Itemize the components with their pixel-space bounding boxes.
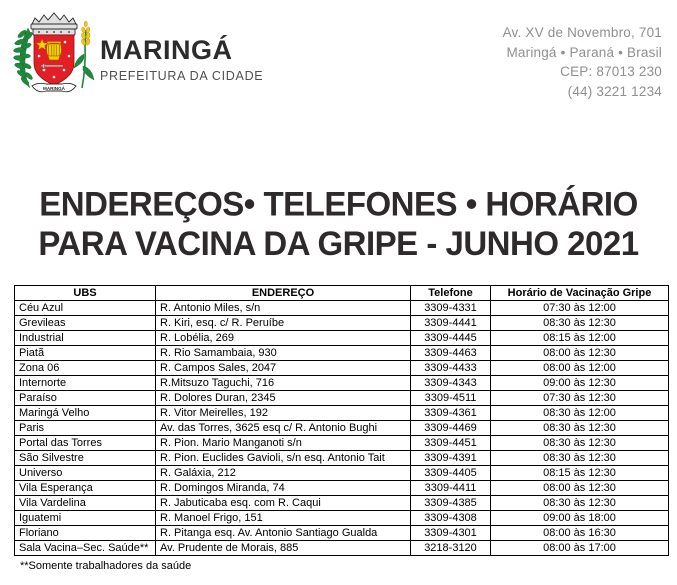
table-cell: 3309-4511 <box>411 391 491 406</box>
table-cell: 3309-4411 <box>411 481 491 496</box>
table-cell: R. Lobélia, 269 <box>156 331 411 346</box>
table-row <box>15 481 669 496</box>
table-cell: 3309-4301 <box>411 526 491 541</box>
page-title-line-2: PARA VACINA DA GRIPE - JUNHO 2021 <box>38 224 639 263</box>
table-cell: 3309-4441 <box>411 316 491 331</box>
table-header-row <box>15 286 669 301</box>
table-row <box>15 511 669 526</box>
city-subtitle: PREFEITURA DA CIDADE <box>100 69 264 83</box>
table-row <box>15 316 669 331</box>
table-cell: 08:00 às 12:30 <box>491 346 669 361</box>
table-cell: 3309-4391 <box>411 451 491 466</box>
table-cell: Portal das Torres <box>15 436 156 451</box>
table-row <box>15 451 669 466</box>
table-cell: Piatã <box>15 346 156 361</box>
table-cell: Sala Vacina–Sec. Saúde** <box>15 541 156 556</box>
table-cell: 08:30 às 12:30 <box>491 451 669 466</box>
table-row <box>15 391 669 406</box>
table-cell: Vila Esperança <box>15 481 156 496</box>
ubs-table-body <box>15 301 669 556</box>
table-cell: 08:15 às 12:00 <box>491 331 669 346</box>
table-cell: R. Antonio Miles, s/n <box>156 301 411 316</box>
column-header-horario: Horário de Vacinação Gripe <box>491 286 669 301</box>
table-cell: Av. Prudente de Morais, 885 <box>156 541 411 556</box>
table-cell: 3309-4451 <box>411 436 491 451</box>
table-cell: Paraíso <box>15 391 156 406</box>
table-row <box>15 301 669 316</box>
table-cell: R. Pitanga esq. Av. Antonio Santiago Gualda <box>156 526 411 541</box>
table-cell: R.Mitsuzo Taguchi, 716 <box>156 376 411 391</box>
table-cell: Grevileas <box>15 316 156 331</box>
table-row <box>15 526 669 541</box>
table-cell: Paris <box>15 421 156 436</box>
table-cell: 08:00 às 12:00 <box>491 361 669 376</box>
table-cell: 3309-4385 <box>411 496 491 511</box>
table-cell: 3309-4463 <box>411 346 491 361</box>
table-cell: R. Jabuticaba esq. com R. Caqui <box>156 496 411 511</box>
footnote: **Somente trabalhadores da saúde <box>20 560 192 572</box>
table-cell: São Silvestre <box>15 451 156 466</box>
table-cell: R. Dolores Duran, 2345 <box>156 391 411 406</box>
table-cell: 3309-4331 <box>411 301 491 316</box>
table-cell: Céu Azul <box>15 301 156 316</box>
column-header-telefone: Telefone <box>411 286 491 301</box>
address-line-1: Av. XV de Novembro, 701 <box>502 25 662 40</box>
table-cell: Industrial <box>15 331 156 346</box>
table-row <box>15 541 669 556</box>
table-cell: Internorte <box>15 376 156 391</box>
table-cell: Zona 06 <box>15 361 156 376</box>
page-title-line-1: ENDEREÇOS• TELEFONES • HORÁRIO <box>39 184 638 223</box>
table-cell: R. Campos Sales, 2047 <box>156 361 411 376</box>
ubs-table-container <box>14 285 669 556</box>
table-cell: R. Vitor Meirelles, 192 <box>156 406 411 421</box>
table-cell: 3309-4445 <box>411 331 491 346</box>
table-cell: 09:00 às 18:00 <box>491 511 669 526</box>
table-cell: R. Manoel Frigo, 151 <box>156 511 411 526</box>
table-row <box>15 436 669 451</box>
column-header-ubs: UBS <box>15 286 156 301</box>
table-cell: 3218-3120 <box>411 541 491 556</box>
table-cell: 09:00 às 12:30 <box>491 376 669 391</box>
table-cell: 3309-4433 <box>411 361 491 376</box>
maringa-coat-of-arms-icon <box>12 6 96 108</box>
table-row <box>15 466 669 481</box>
crest-ribbon-text: MARINGÁ <box>43 86 65 91</box>
ubs-table <box>14 285 669 556</box>
address-line-4: (44) 3221 1234 <box>567 83 662 99</box>
table-cell: 07:30 às 12:30 <box>491 391 669 406</box>
table-cell: R. Domingos Miranda, 74 <box>156 481 411 496</box>
column-header-endereco: ENDEREÇO <box>156 286 411 301</box>
table-cell: 08:00 às 16:30 <box>491 526 669 541</box>
table-cell: Iguatemi <box>15 511 156 526</box>
table-cell: R. Pion. Euclides Gavioli, s/n esq. Antonio Tait <box>156 451 411 466</box>
table-cell: 08:30 às 12:30 <box>491 316 669 331</box>
table-cell: 3309-4405 <box>411 466 491 481</box>
table-cell: 3309-4343 <box>411 376 491 391</box>
table-row <box>15 361 669 376</box>
table-cell: 08:30 às 12:30 <box>491 436 669 451</box>
table-cell: 08:00 às 17:00 <box>491 541 669 556</box>
table-cell: Maringá Velho <box>15 406 156 421</box>
table-cell: R. Kiri, esq. c/ R. Peruíbe <box>156 316 411 331</box>
table-cell: R. Pion. Mario Manganoti s/n <box>156 436 411 451</box>
table-row <box>15 406 669 421</box>
table-cell: 08:30 às 12:00 <box>491 406 669 421</box>
table-cell: 07:30 às 12:00 <box>491 301 669 316</box>
table-row <box>15 376 669 391</box>
table-cell: Floriano <box>15 526 156 541</box>
table-cell: 08:00 às 12:30 <box>491 481 669 496</box>
table-row <box>15 346 669 361</box>
table-row <box>15 496 669 511</box>
table-cell: 08:30 às 12:30 <box>491 496 669 511</box>
page-title <box>0 184 677 263</box>
address-line-3: CEP: 87013 230 <box>560 64 662 79</box>
table-cell: 08:15 às 12:30 <box>491 466 669 481</box>
table-cell: 08:30 às 12:30 <box>491 421 669 436</box>
table-cell: R. Rio Samambaia, 930 <box>156 346 411 361</box>
logo-text-block <box>100 35 263 83</box>
table-cell: Universo <box>15 466 156 481</box>
table-row <box>15 331 669 346</box>
header-address <box>503 23 662 101</box>
table-cell: 3309-4469 <box>411 421 491 436</box>
table-cell: Av. das Torres, 3625 esq c/ R. Antonio Bughi <box>156 421 411 436</box>
table-cell: R. Galáxia, 212 <box>156 466 411 481</box>
address-line-2: Maringá • Paraná • Brasil <box>506 44 662 60</box>
table-cell: 3309-4361 <box>411 406 491 421</box>
city-name: MARINGÁ <box>100 35 233 65</box>
table-row <box>15 421 669 436</box>
table-cell: 3309-4308 <box>411 511 491 526</box>
table-cell: Vila Vardelina <box>15 496 156 511</box>
